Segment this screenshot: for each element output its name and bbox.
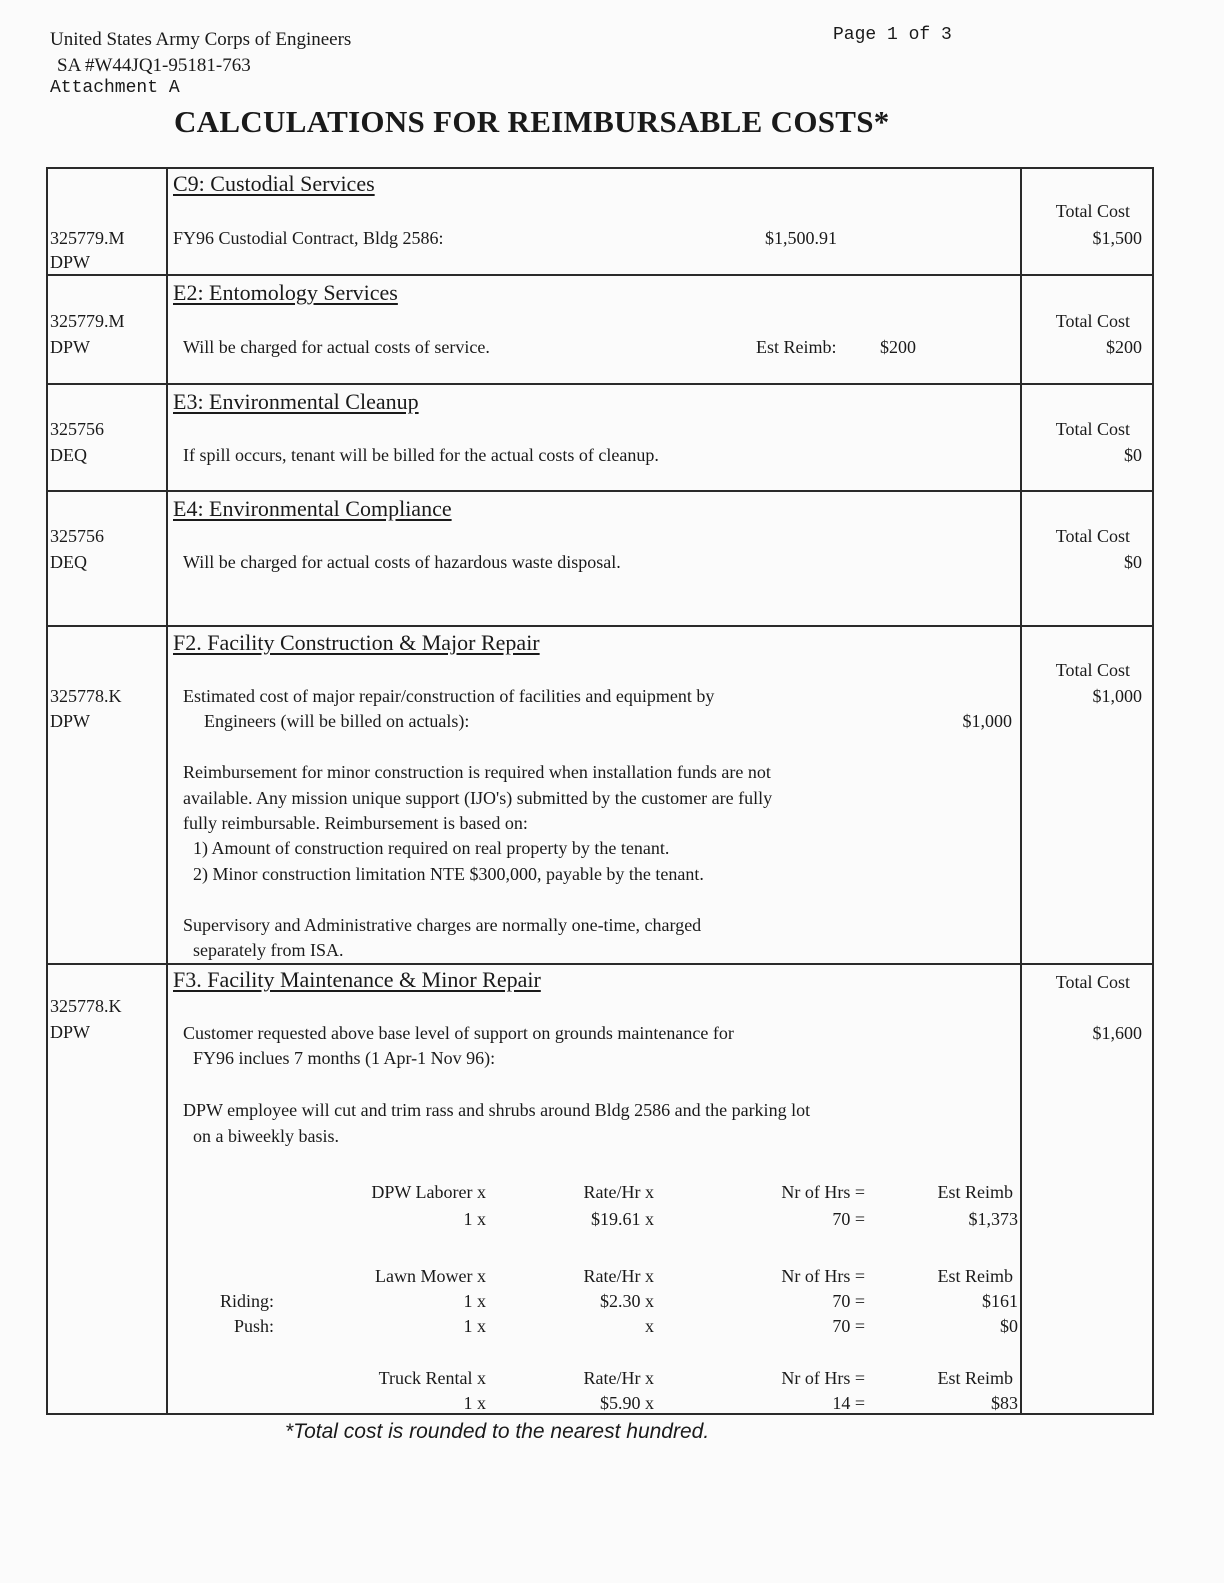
calc-est: $161 [982,1291,1018,1311]
office-code: DPW [50,1022,90,1042]
est-reimb-label: Est Reimb: [756,337,837,357]
calc-est: $1,373 [968,1209,1018,1229]
list-item: 2) Minor construction limitation NTE $300,000, payable by the tenant. [193,864,704,884]
total-cost-label: Total Cost [1055,660,1130,680]
calc-header-item: Truck Rental x [378,1368,486,1388]
calc-row-label: Push: [233,1316,274,1336]
total-cost-label: Total Cost [1055,419,1130,439]
calc-header-rate: Rate/Hr x [583,1368,654,1388]
office-code: DPW [50,252,90,272]
page-title: CALCULATIONS FOR REIMBURSABLE COSTS* [174,104,890,139]
paragraph-line: Reimbursement for minor construction is required when installation funds are not [183,762,771,782]
total-cost-value: $0 [1124,445,1142,465]
section-heading: E2: Entomology Services [173,280,398,305]
paragraph-line: fully reimbursable. Reimbursement is based on: [183,813,528,833]
line-item: Will be charged for actual costs of service. [183,337,490,357]
row-divider [46,383,1154,385]
paragraph-line: on a biweekly basis. [193,1126,339,1146]
account-code: 325756 [50,419,104,439]
calc-rate: $5.90 x [600,1393,654,1413]
line-item: Engineers (will be billed on actuals): [204,711,470,731]
calc-header-item: Lawn Mower x [375,1266,486,1286]
calc-header-hours: Nr of Hrs = [781,1368,865,1388]
account-code: 325756 [50,526,104,546]
account-code: 325779.M [50,311,125,331]
section-heading: F2. Facility Construction & Major Repair [173,630,540,655]
total-cost-label: Total Cost [1055,311,1130,331]
total-cost-label: Total Cost [1055,972,1130,992]
calc-header-rate: Rate/Hr x [583,1266,654,1286]
line-item: If spill occurs, tenant will be billed for the actual costs of cleanup. [183,445,659,465]
section-heading: C9: Custodial Services [173,171,375,196]
line-item: FY96 inclues 7 months (1 Apr-1 Nov 96): [193,1048,496,1068]
calc-header-item: DPW Laborer x [371,1182,486,1202]
row-divider [46,274,1154,276]
paragraph-line: DPW employee will cut and trim rass and shrubs around Bldg 2586 and the parking lot [183,1100,811,1120]
calc-hours: 70 = [832,1316,865,1336]
total-cost-value: $0 [1124,552,1142,572]
total-cost-value: $200 [1106,337,1142,357]
line-item: Customer requested above base level of support on grounds maintenance for [183,1023,734,1043]
line-amount: $1,500.91 [765,228,837,248]
office-code: DEQ [50,552,87,572]
calc-row-label: Riding: [219,1291,274,1311]
sa-number: SA #W44JQ1-95181-763 [57,55,251,76]
calc-est: $0 [1000,1316,1018,1336]
total-cost-value: $1,600 [1092,1023,1142,1043]
section-heading: E3: Environmental Cleanup [173,389,419,414]
org-name: United States Army Corps of Engineers [50,29,352,50]
paragraph-line: Supervisory and Administrative charges are normally one-time, charged [183,915,702,935]
office-code: DPW [50,711,90,731]
footnote: *Total cost is rounded to the nearest hundred. [285,1420,710,1443]
calc-header-est: Est Reimb [937,1368,1013,1388]
line-item: FY96 Custodial Contract, Bldg 2586: [173,228,444,248]
row-divider [46,625,1154,627]
total-cost-value: $1,000 [1092,686,1142,706]
calc-hours: 70 = [832,1209,865,1229]
line-amount: $1,000 [962,711,1012,731]
total-cost-label: Total Cost [1055,201,1130,221]
calc-quantity: 1 x [463,1209,486,1229]
office-code: DPW [50,337,90,357]
column-divider-left [166,167,168,1415]
list-item: 1) Amount of construction required on real property by the tenant. [193,838,670,858]
calc-est: $83 [991,1393,1018,1413]
calc-quantity: 1 x [463,1316,486,1336]
page-number: Page 1 of 3 [833,25,952,45]
calc-header-hours: Nr of Hrs = [781,1266,865,1286]
calc-rate: x [645,1316,654,1336]
paragraph-line: separately from ISA. [193,940,344,960]
calc-header-est: Est Reimb [937,1266,1013,1286]
line-item: Estimated cost of major repair/construction of facilities and equipment by [183,686,715,706]
attachment-label: Attachment A [50,78,180,98]
calc-hours: 14 = [832,1393,865,1413]
account-code: 325779.M [50,228,125,248]
calc-header-hours: Nr of Hrs = [781,1182,865,1202]
calc-quantity: 1 x [463,1393,486,1413]
line-item: Will be charged for actual costs of hazardous waste disposal. [183,552,621,572]
calc-header-est: Est Reimb [937,1182,1013,1202]
total-cost-value: $1,500 [1092,228,1142,248]
calc-rate: $2.30 x [600,1291,654,1311]
section-heading: F3. Facility Maintenance & Minor Repair [173,967,541,992]
account-code: 325778.K [50,996,122,1016]
account-code: 325778.K [50,686,122,706]
calc-header-rate: Rate/Hr x [583,1182,654,1202]
calc-hours: 70 = [832,1291,865,1311]
office-code: DEQ [50,445,87,465]
est-reimb-value: $200 [880,337,916,357]
row-divider [46,963,1154,965]
column-divider-right [1020,167,1022,1415]
calc-quantity: 1 x [463,1291,486,1311]
paragraph-line: available. Any mission unique support (IJO's) submitted by the customer are fully [183,788,773,808]
calc-rate: $19.61 x [591,1209,654,1229]
row-divider [46,490,1154,492]
total-cost-label: Total Cost [1055,526,1130,546]
section-heading: E4: Environmental Compliance [173,496,452,521]
